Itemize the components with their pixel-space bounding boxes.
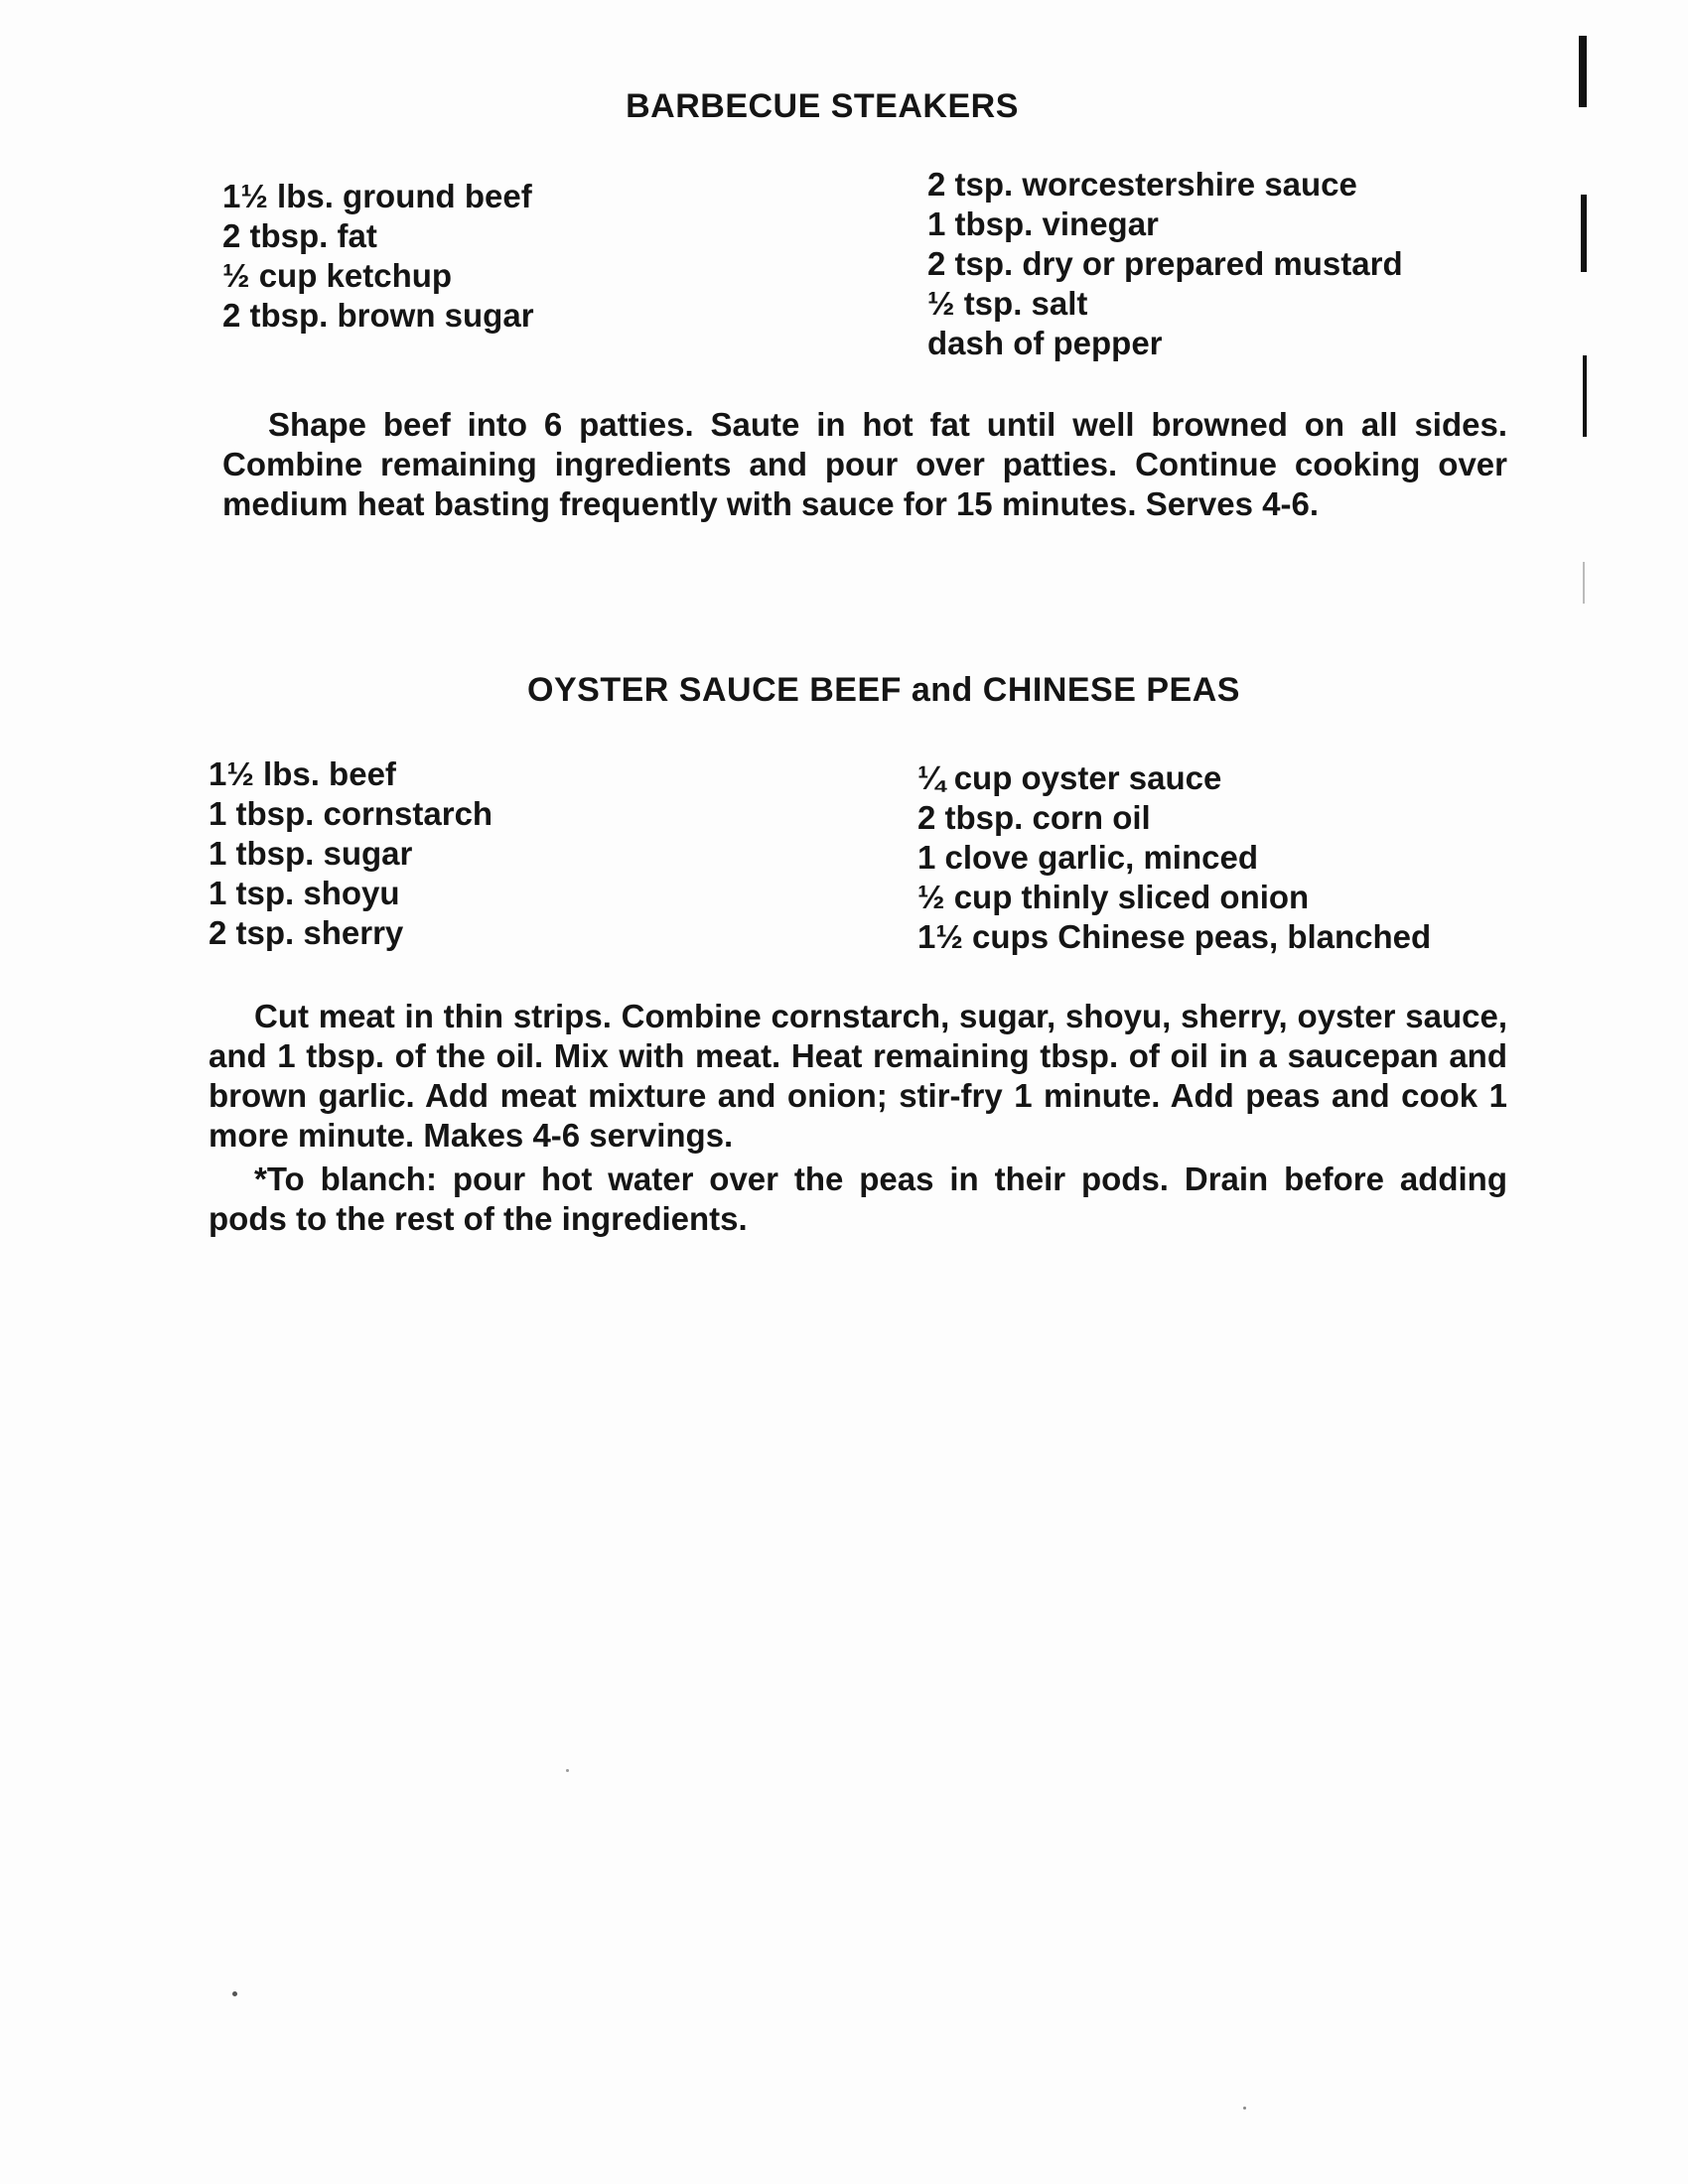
recipe-title-barbecue-steakers: BARBECUE STEAKERS <box>626 87 1019 125</box>
ingredient-item: 2 tbsp. corn oil <box>917 799 1151 836</box>
ingredient-item: ¼ cup oyster sauce <box>917 759 1222 796</box>
ingredient-item: 2 tsp. worcestershire sauce <box>927 166 1357 203</box>
ingredient-item: 1½ cups Chinese peas, blanched <box>917 918 1432 955</box>
binding-edge-mark <box>1583 355 1587 437</box>
ingredient-item: 1 clove garlic, minced <box>917 839 1258 876</box>
ingredient-item: 1 tsp. shoyu <box>209 875 400 911</box>
directions-text: Shape beef into 6 patties. Saute in hot fat until well browned on all sides. Combine remaining ingredients and pour over patties. Continue cooking over medium heat basting frequently with sauce for 15 minutes. Serves 4-6. <box>222 406 1507 522</box>
ingredient-item: 2 tbsp. fat <box>222 217 377 254</box>
ingredient-item: 2 tsp. dry or prepared mustard <box>927 245 1403 282</box>
binding-edge-mark <box>1581 195 1587 272</box>
ingredients-right-column <box>917 758 1431 957</box>
ingredient-item: ½ tsp. salt <box>927 285 1088 322</box>
recipe-directions <box>209 997 1507 1156</box>
note-text: *To blanch: pour hot water over the peas in their pods. Drain before adding pods to the rest of the ingredients. <box>209 1160 1507 1237</box>
ingredients-right-column <box>927 165 1403 363</box>
ingredient-item: 1½ lbs. ground beef <box>222 178 532 214</box>
ingredient-item: 1 tbsp. cornstarch <box>209 795 493 832</box>
ingredients-left-column <box>209 754 492 953</box>
ingredient-item: ½ cup thinly sliced onion <box>917 879 1310 915</box>
ingredients-left-column <box>222 177 534 336</box>
recipe-directions <box>222 405 1507 524</box>
ingredient-item: ½ cup ketchup <box>222 257 453 294</box>
scan-speck <box>566 1769 569 1772</box>
ingredient-item: dash of pepper <box>927 325 1163 361</box>
scan-speck <box>1243 2107 1246 2110</box>
ingredient-item: 2 tsp. sherry <box>209 914 404 951</box>
ingredient-item: 1½ lbs. beef <box>209 755 396 792</box>
directions-text: Cut meat in thin strips. Combine cornstarch, sugar, shoyu, sherry, oyster sauce, and 1 tbsp. of the oil. Mix with meat. Heat remaining tbsp. of oil in a saucepan and brown garlic. Add meat mixture and onion; stir-fry 1 minute. Add peas and cook 1 more minute. Makes 4-6 servings. <box>209 998 1507 1154</box>
ingredient-item: 2 tbsp. brown sugar <box>222 297 534 334</box>
scan-speck <box>232 1991 237 1996</box>
binding-edge-mark <box>1583 562 1585 604</box>
ingredient-item: 1 tbsp. vinegar <box>927 205 1159 242</box>
recipe-title-oyster-sauce-beef: OYSTER SAUCE BEEF and CHINESE PEAS <box>527 671 1240 709</box>
ingredient-item: 1 tbsp. sugar <box>209 835 413 872</box>
blanch-note <box>209 1160 1507 1239</box>
binding-edge-mark <box>1579 36 1587 107</box>
